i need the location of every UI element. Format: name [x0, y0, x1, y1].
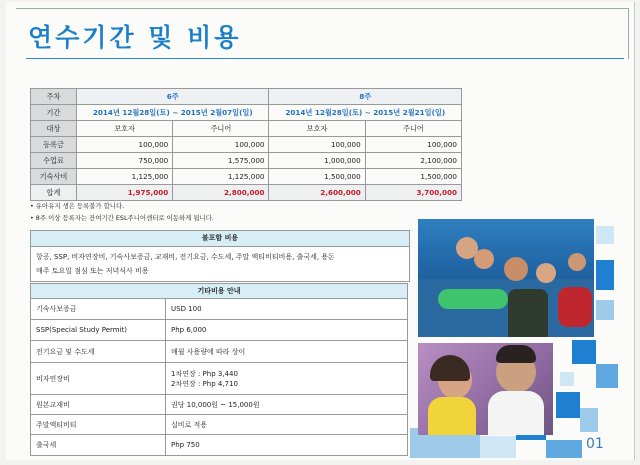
- cost-name: 주말액티비티: [31, 415, 166, 435]
- total-cell: 3,700,000: [365, 185, 461, 201]
- cost-name: SSP(Special Study Permit): [31, 320, 166, 341]
- cell: 100,000: [77, 137, 173, 153]
- excluded-line: 항공, SSP, 비자연장비, 기숙사보증금, 교재비, 전기요금, 수도세, 주말 액티비티비용, 출국세, 용돈: [36, 253, 335, 261]
- target-guardian: 보호자: [269, 121, 365, 137]
- total-row: [31, 185, 462, 201]
- notes: [30, 200, 214, 224]
- target-label: 대상: [31, 121, 77, 137]
- cell: 100,000: [269, 137, 365, 153]
- schedule-table: [30, 88, 462, 201]
- cell: 1,125,000: [77, 169, 173, 185]
- cost-value-line: 1차연장 : Php 3,440: [171, 369, 238, 378]
- cost-name: 기숙사보증금: [31, 299, 166, 320]
- table-row: [31, 153, 462, 169]
- total-cell: 2,800,000: [173, 185, 269, 201]
- cost-value: Php 6,000: [166, 320, 408, 341]
- cost-value: 권당 10,000원 ~ 15,000원: [166, 395, 408, 415]
- cell: 750,000: [77, 153, 173, 169]
- cell: 2,100,000: [365, 153, 461, 169]
- pool-photo: [418, 219, 594, 337]
- total-cell: 2,600,000: [269, 185, 365, 201]
- cell: 1,125,000: [173, 169, 269, 185]
- cost-name: 전기요금 및 수도세: [31, 341, 166, 363]
- target-junior: 주니어: [365, 121, 461, 137]
- cost-value: 실비로 적용: [166, 415, 408, 435]
- table-row: [31, 415, 408, 435]
- cost-value: Php 750: [166, 435, 408, 456]
- cell: 1,000,000: [269, 153, 365, 169]
- row-label: 수업료: [31, 153, 77, 169]
- cell: 1,500,000: [365, 169, 461, 185]
- period-label: 기간: [31, 105, 77, 121]
- page-title: 연수기간 및 비용: [28, 23, 242, 52]
- week-label: 주차: [31, 89, 77, 105]
- other-costs-table: [30, 283, 408, 456]
- target-guardian: 보호자: [77, 121, 173, 137]
- table-row: [31, 169, 462, 185]
- table-row: [31, 435, 408, 456]
- table-row: [31, 137, 462, 153]
- page-number: 01: [586, 436, 604, 452]
- table-row: [31, 395, 408, 415]
- excluded-line: 매주 토요일 점심 또는 저녁식사 비용: [36, 267, 149, 275]
- cell: 100,000: [173, 137, 269, 153]
- week8-header: 8주: [269, 89, 462, 105]
- cost-value: USD 100: [166, 299, 408, 320]
- total-label: 합계: [31, 185, 77, 201]
- title-divider: [26, 58, 624, 59]
- excluded-header: 불포함 비용: [31, 231, 409, 247]
- period6: 2014년 12월28일(토) ~ 2015년 2월07일(일): [77, 105, 269, 121]
- target-junior: 주니어: [173, 121, 269, 137]
- cell: 100,000: [365, 137, 461, 153]
- note-item: • 유아유지 생은 등록불가 합니다.: [30, 202, 125, 210]
- other-header: 기타비용 안내: [31, 284, 408, 299]
- row-label: 기숙사비: [31, 169, 77, 185]
- table-row: [31, 320, 408, 341]
- cost-value: [166, 363, 408, 395]
- period8: 2014년 12월28일(토) ~ 2015년 2월21일(일): [269, 105, 462, 121]
- table-row: [31, 341, 408, 363]
- cost-name: 원본교재비: [31, 395, 166, 415]
- week6-header: 6주: [77, 89, 269, 105]
- table-row: [31, 363, 408, 395]
- kids-photo: [418, 343, 553, 435]
- cost-value-line: 2차연장 : Php 4,710: [171, 379, 238, 388]
- cell: 1,575,000: [173, 153, 269, 169]
- excluded-costs-box: [30, 230, 410, 282]
- row-label: 등록금: [31, 137, 77, 153]
- total-cell: 1,975,000: [77, 185, 173, 201]
- cost-value: 매월 사용량에 따라 상이: [166, 341, 408, 363]
- cell: 1,500,000: [269, 169, 365, 185]
- cost-name: 비자연장비: [31, 363, 166, 395]
- note-item: • 8주 이상 등록자는 잔여기간 ESL주니어센터로 이동하게 됩니다.: [30, 214, 214, 222]
- cost-name: 출국세: [31, 435, 166, 456]
- table-row: [31, 299, 408, 320]
